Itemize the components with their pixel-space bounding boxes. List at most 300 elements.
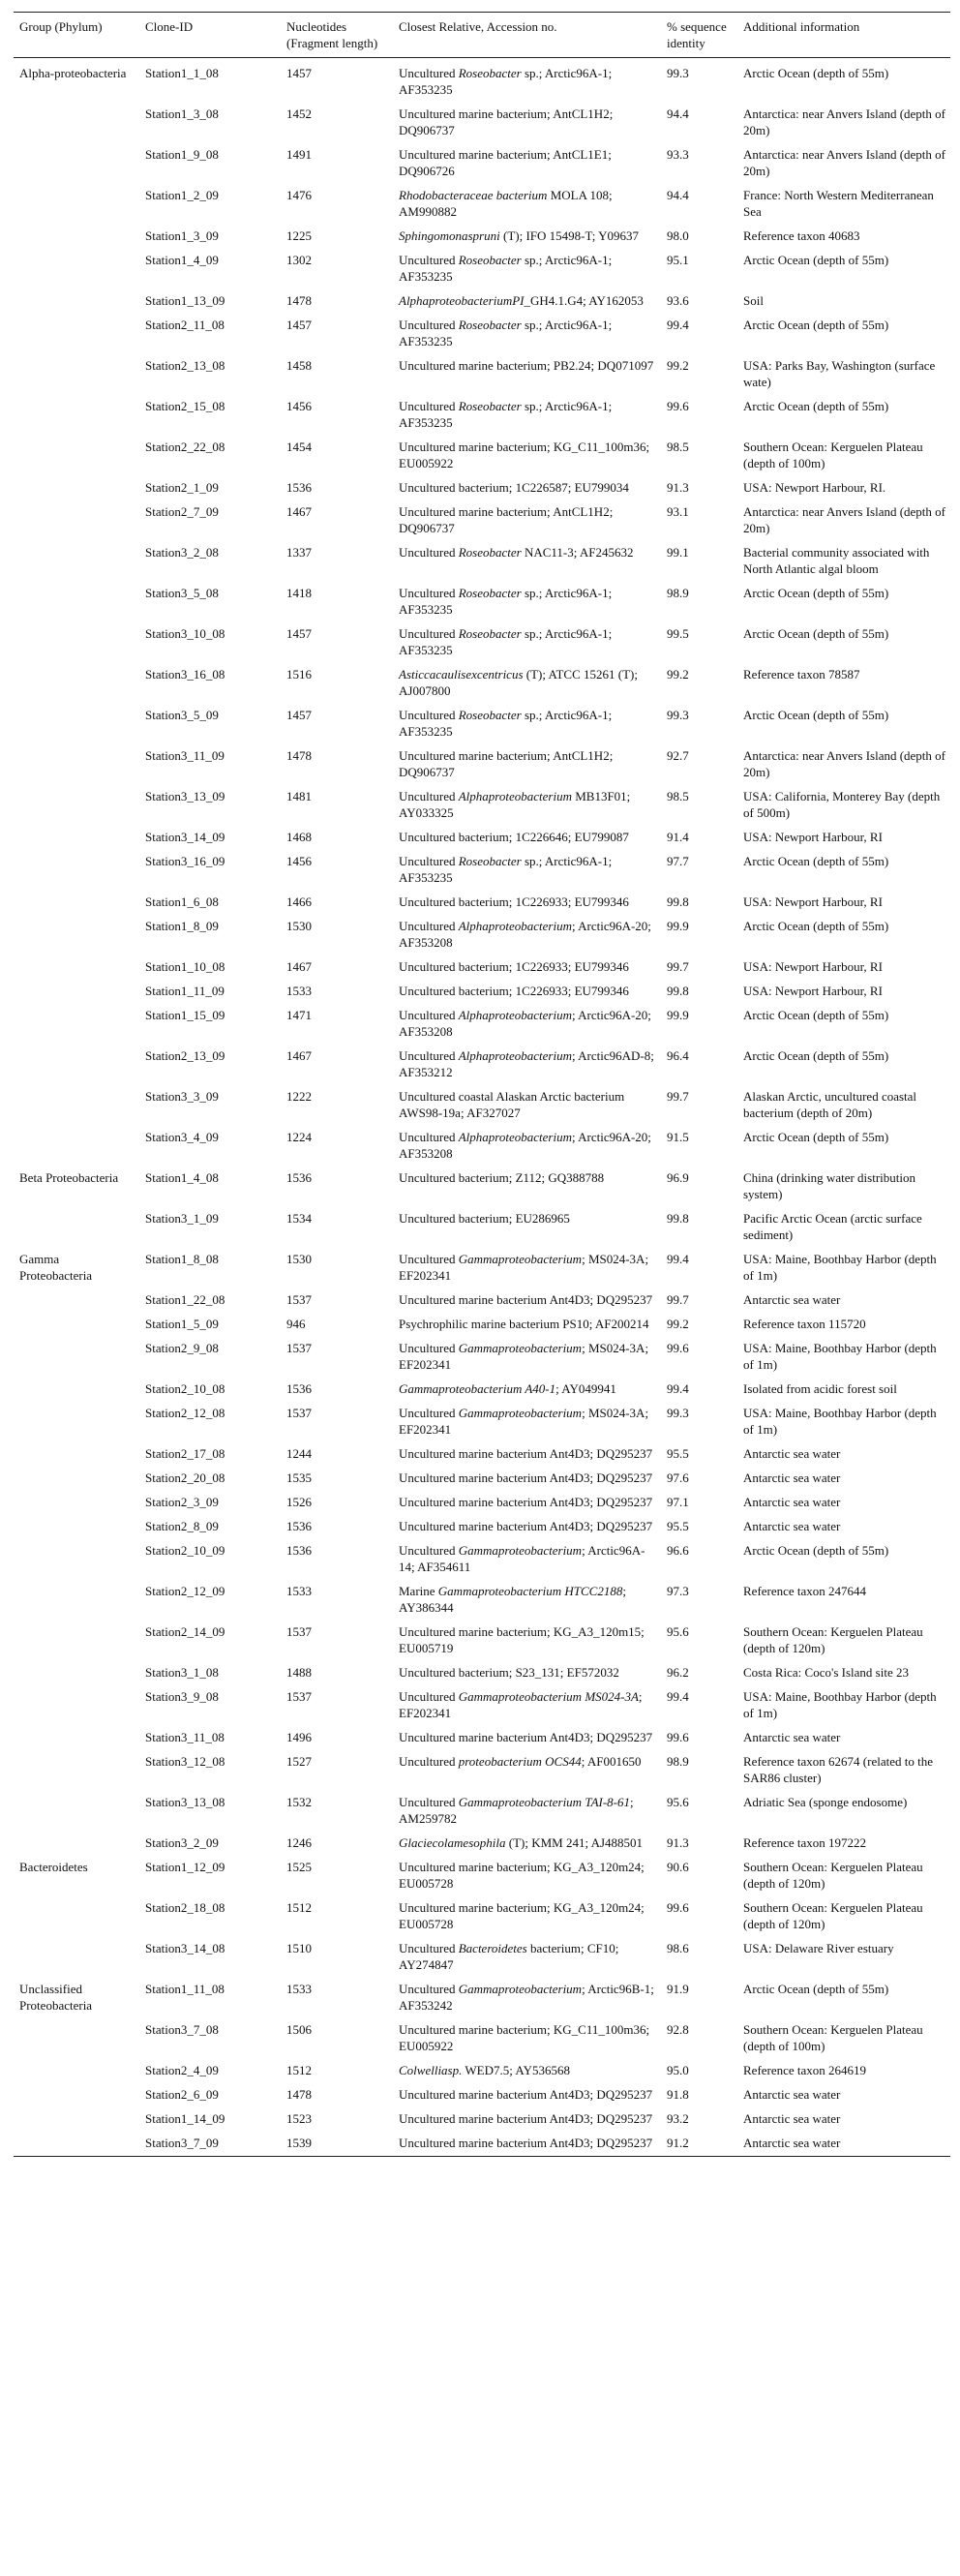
cell-additional-info: Arctic Ocean (depth of 55m) <box>743 1048 889 1063</box>
cell-group <box>14 292 139 317</box>
cell-clone-id: Station2_14_09 <box>145 1624 225 1639</box>
cell-group <box>14 2021 139 2062</box>
table-row <box>14 1834 950 1859</box>
cell-additional-info: Arctic Ocean (depth of 55m) <box>743 66 889 80</box>
cell-nucleotides: 1526 <box>286 1495 312 1509</box>
cell-identity: 91.4 <box>667 830 689 844</box>
cell-clone-id: Station2_13_08 <box>145 358 225 373</box>
table-row <box>14 503 950 544</box>
cell-clone-id: Station1_14_09 <box>145 2111 225 2126</box>
cell-additional-info: France: North Western Mediterranean Sea <box>743 188 934 219</box>
cell-identity: 94.4 <box>667 188 689 202</box>
cell-additional-info: Arctic Ocean (depth of 55m) <box>743 1982 889 1996</box>
cell-group <box>14 1794 139 1834</box>
cell-additional-info: USA: Maine, Boothbay Harbor (depth of 1m) <box>743 1406 937 1437</box>
cell-clone-id: Station2_18_08 <box>145 1900 225 1915</box>
table-row <box>14 1794 950 1834</box>
cell-nucleotides: 1302 <box>286 253 312 267</box>
table-row <box>14 1129 950 1169</box>
cell-clone-id: Station1_6_08 <box>145 894 219 909</box>
cell-clone-id: Station3_10_08 <box>145 626 225 641</box>
cell-nucleotides: 1533 <box>286 984 312 998</box>
cell-additional-info: Alaskan Arctic, uncultured coastal bacterium (depth of 20m) <box>743 1089 917 1120</box>
table-row <box>14 357 950 398</box>
cell-group <box>14 1729 139 1753</box>
cell-nucleotides: 1534 <box>286 1211 312 1226</box>
cell-closest-relative: Uncultured Alphaproteobacterium; Arctic96AD-8; AF353212 <box>399 1048 654 1079</box>
cell-closest-relative: Uncultured marine bacterium Ant4D3; DQ295237 <box>399 1292 653 1307</box>
cell-group <box>14 1494 139 1518</box>
cell-nucleotides: 1457 <box>286 708 312 722</box>
table-row <box>14 1445 950 1470</box>
cell-nucleotides: 1536 <box>286 1170 312 1185</box>
cell-additional-info: Antarctica: near Anvers Island (depth of 20m) <box>743 748 946 779</box>
cell-identity: 98.9 <box>667 586 689 600</box>
cell-additional-info: USA: California, Monterey Bay (depth of 500m) <box>743 789 941 820</box>
cell-group <box>14 1542 139 1583</box>
cell-clone-id: Station1_8_08 <box>145 1252 219 1266</box>
cell-identity: 99.3 <box>667 1406 689 1420</box>
cell-closest-relative: Uncultured marine bacterium Ant4D3; DQ295237 <box>399 1519 653 1533</box>
cell-clone-id: Station2_7_09 <box>145 504 219 519</box>
cell-nucleotides: 1467 <box>286 504 312 519</box>
cell-nucleotides: 1457 <box>286 318 312 332</box>
cell-closest-relative: Uncultured bacterium; 1C226933; EU799346 <box>399 984 629 998</box>
cell-identity: 99.8 <box>667 984 689 998</box>
cell-group <box>14 625 139 666</box>
cell-identity: 98.9 <box>667 1754 689 1769</box>
cell-group <box>14 747 139 788</box>
cell-additional-info: Arctic Ocean (depth of 55m) <box>743 318 889 332</box>
cell-nucleotides: 1530 <box>286 1252 312 1266</box>
cell-identity: 99.1 <box>667 545 689 560</box>
cell-additional-info: Antarctic sea water <box>743 2087 841 2102</box>
table-row <box>14 187 950 227</box>
table-row <box>14 1542 950 1583</box>
cell-closest-relative: Uncultured coastal Alaskan Arctic bacterium AWS98-19a; AF327027 <box>399 1089 625 1120</box>
cell-group <box>14 1210 139 1251</box>
table-row <box>14 788 950 829</box>
clone-table <box>14 12 950 2157</box>
table-row <box>14 1007 950 1047</box>
table-row <box>14 439 950 479</box>
cell-identity: 97.6 <box>667 1470 689 1485</box>
cell-clone-id: Station3_4_09 <box>145 1130 219 1144</box>
cell-nucleotides: 1535 <box>286 1470 312 1485</box>
cell-identity: 93.3 <box>667 147 689 162</box>
cell-nucleotides: 1467 <box>286 1048 312 1063</box>
cell-group: Beta Proteobacteria <box>19 1170 119 1185</box>
cell-identity: 95.1 <box>667 253 689 267</box>
cell-group <box>14 252 139 292</box>
cell-additional-info: USA: Maine, Boothbay Harbor (depth of 1m) <box>743 1252 937 1283</box>
cell-identity: 91.3 <box>667 1835 689 1850</box>
cell-additional-info: Reference taxon 40683 <box>743 228 860 243</box>
cell-identity: 91.3 <box>667 480 689 495</box>
table-row <box>14 58 950 106</box>
cell-nucleotides: 1454 <box>286 439 312 454</box>
cell-closest-relative: Sphingomonaspruni (T); IFO 15498-T; Y09637 <box>399 228 639 243</box>
cell-group <box>14 1753 139 1794</box>
cell-additional-info: Bacterial community associated with North Atlantic algal bloom <box>743 545 930 576</box>
cell-clone-id: Station1_3_09 <box>145 228 219 243</box>
cell-identity: 98.5 <box>667 789 689 803</box>
cell-closest-relative: Uncultured bacterium; Z112; GQ388788 <box>399 1170 605 1185</box>
cell-closest-relative: Uncultured marine bacterium Ant4D3; DQ295237 <box>399 2111 653 2126</box>
header-identity: % sequence identity <box>661 13 737 58</box>
cell-additional-info: Antarctic sea water <box>743 1470 841 1485</box>
cell-group <box>14 853 139 894</box>
cell-identity: 98.5 <box>667 439 689 454</box>
cell-nucleotides: 1536 <box>286 1381 312 1396</box>
cell-group <box>14 2110 139 2135</box>
cell-identity: 96.6 <box>667 1543 689 1558</box>
cell-nucleotides: 1523 <box>286 2111 312 2126</box>
cell-group <box>14 146 139 187</box>
cell-additional-info: USA: Newport Harbour, RI. <box>743 480 886 495</box>
cell-additional-info: Reference taxon 264619 <box>743 2063 867 2077</box>
cell-clone-id: Station2_4_09 <box>145 2063 219 2077</box>
cell-group <box>14 1291 139 1316</box>
cell-group: Unclassified Proteobacteria <box>19 1982 93 2013</box>
cell-group <box>14 479 139 503</box>
cell-nucleotides: 1491 <box>286 147 312 162</box>
cell-closest-relative: Uncultured marine bacterium Ant4D3; DQ295237 <box>393 2135 661 2157</box>
cell-additional-info: Antarctic sea water <box>737 2135 950 2157</box>
cell-nucleotides: 1481 <box>286 789 312 803</box>
cell-clone-id: Station1_11_08 <box>145 1982 225 1996</box>
cell-closest-relative: Uncultured marine bacterium; AntCL1H2; DQ906737 <box>399 106 614 137</box>
cell-closest-relative: Uncultured marine bacterium; KG_A3_120m15; EU005719 <box>399 1624 645 1655</box>
table-row <box>14 585 950 625</box>
header-additional-info: Additional information <box>737 13 950 58</box>
cell-identity: 99.7 <box>667 1089 689 1104</box>
table-row <box>14 1623 950 1664</box>
cell-clone-id: Station3_2_09 <box>145 1835 219 1850</box>
cell-identity: 99.7 <box>667 959 689 974</box>
cell-identity: 99.4 <box>667 1252 689 1266</box>
cell-group: Gamma Proteobacteria <box>19 1252 93 1283</box>
table-row <box>14 1210 950 1251</box>
cell-additional-info: Southern Ocean: Kerguelen Plateau (depth of 100m) <box>743 2022 923 2053</box>
cell-identity: 95.5 <box>667 1519 689 1533</box>
cell-identity: 99.9 <box>667 919 689 933</box>
table-row <box>14 227 950 252</box>
cell-clone-id: Station1_2_09 <box>145 188 219 202</box>
cell-group: Bacteroidetes <box>19 1860 88 1874</box>
cell-group <box>14 317 139 357</box>
cell-additional-info: Antarctic sea water <box>743 1292 841 1307</box>
cell-group <box>14 1380 139 1405</box>
table-row <box>14 1688 950 1729</box>
cell-group <box>14 1688 139 1729</box>
cell-additional-info: Antarctic sea water <box>743 1730 841 1744</box>
cell-clone-id: Station1_5_09 <box>145 1317 219 1331</box>
cell-closest-relative: Uncultured marine bacterium; KG_A3_120m24; EU005728 <box>399 1860 645 1891</box>
cell-closest-relative: Uncultured Roseobacter sp.; Arctic96A-1; AF353235 <box>399 318 613 349</box>
header-nucleotides: Nucleotides (Fragment length) <box>281 13 393 58</box>
cell-identity: 96.4 <box>667 1048 689 1063</box>
table-row <box>14 1340 950 1380</box>
cell-nucleotides: 1244 <box>286 1446 312 1461</box>
cell-closest-relative: Uncultured Gammaproteobacterium TAI-8-61; AM259782 <box>399 1795 634 1826</box>
cell-group <box>14 439 139 479</box>
cell-clone-id: Station2_9_08 <box>145 1341 219 1355</box>
header-closest-relative: Closest Relative, Accession no. <box>393 13 661 58</box>
cell-nucleotides: 1458 <box>286 358 312 373</box>
cell-additional-info: Antarctic sea water <box>743 2111 841 2126</box>
table-row <box>14 252 950 292</box>
cell-group <box>14 707 139 747</box>
cell-clone-id: Station3_16_08 <box>145 667 225 682</box>
cell-group <box>14 666 139 707</box>
table-row <box>14 707 950 747</box>
header-row <box>14 13 950 58</box>
table-row <box>14 894 950 918</box>
cell-clone-id: Station1_22_08 <box>145 1292 225 1307</box>
cell-identity: 96.2 <box>667 1665 689 1680</box>
cell-nucleotides: 1510 <box>286 1941 312 1955</box>
table-row <box>14 1981 950 2021</box>
cell-identity: 91.2 <box>661 2135 737 2157</box>
cell-identity: 98.0 <box>667 228 689 243</box>
cell-additional-info: Antarctic sea water <box>743 1495 841 1509</box>
cell-nucleotides: 1506 <box>286 2022 312 2037</box>
table-row <box>14 2135 950 2157</box>
cell-clone-id: Station2_1_09 <box>145 480 219 495</box>
cell-additional-info: Antarctic sea water <box>743 1519 841 1533</box>
cell-nucleotides: 1456 <box>286 854 312 868</box>
cell-additional-info: Costa Rica: Coco's Island site 23 <box>743 1665 909 1680</box>
table-row <box>14 958 950 983</box>
cell-clone-id: Station2_17_08 <box>145 1446 225 1461</box>
table-row <box>14 1291 950 1316</box>
cell-group <box>14 788 139 829</box>
cell-nucleotides: 1537 <box>286 1341 312 1355</box>
cell-group <box>14 983 139 1007</box>
cell-clone-id: Station3_16_09 <box>145 854 225 868</box>
cell-closest-relative: Uncultured marine bacterium; AntCL1E1; DQ906726 <box>399 147 612 178</box>
cell-identity: 99.2 <box>667 667 689 682</box>
cell-nucleotides: 946 <box>286 1317 306 1331</box>
cell-identity: 92.8 <box>667 2022 689 2037</box>
cell-nucleotides: 1478 <box>286 748 312 763</box>
cell-additional-info: Reference taxon 62674 (related to the SAR86 cluster) <box>743 1754 933 1785</box>
cell-group <box>14 1340 139 1380</box>
cell-closest-relative: Uncultured Gammaproteobacterium; MS024-3A; EF202341 <box>399 1406 649 1437</box>
cell-clone-id: Station3_14_08 <box>145 1941 225 1955</box>
cell-nucleotides: 1337 <box>286 545 312 560</box>
cell-identity: 97.1 <box>667 1495 689 1509</box>
cell-clone-id: Station3_14_09 <box>145 830 225 844</box>
cell-clone-id: Station3_1_08 <box>145 1665 219 1680</box>
cell-group <box>14 106 139 146</box>
cell-identity: 93.2 <box>667 2111 689 2126</box>
cell-group <box>14 1518 139 1542</box>
cell-additional-info: USA: Newport Harbour, RI <box>743 984 883 998</box>
cell-closest-relative: Uncultured marine bacterium; KG_C11_100m36; EU005922 <box>399 439 650 470</box>
cell-identity: 91.9 <box>667 1982 689 1996</box>
cell-nucleotides: 1532 <box>286 1795 312 1809</box>
cell-nucleotides: 1533 <box>286 1584 312 1598</box>
cell-nucleotides: 1476 <box>286 188 312 202</box>
cell-closest-relative: Uncultured Gammaproteobacterium; Arctic96B-1; AF353242 <box>399 1982 654 2013</box>
cell-identity: 99.5 <box>667 626 689 641</box>
cell-nucleotides: 1525 <box>286 1860 312 1874</box>
cell-additional-info: Arctic Ocean (depth of 55m) <box>743 626 889 641</box>
cell-identity: 99.9 <box>667 1008 689 1022</box>
cell-clone-id: Station2_15_08 <box>145 399 225 413</box>
cell-additional-info: Reference taxon 78587 <box>743 667 860 682</box>
cell-group <box>14 398 139 439</box>
cell-nucleotides: 1478 <box>286 293 312 308</box>
cell-identity: 99.6 <box>667 1730 689 1744</box>
cell-clone-id: Station3_1_09 <box>145 1211 219 1226</box>
table-row <box>14 1251 950 1291</box>
cell-clone-id: Station1_3_08 <box>145 106 219 121</box>
cell-nucleotides: 1456 <box>286 399 312 413</box>
cell-additional-info: Soil <box>743 293 764 308</box>
cell-closest-relative: Uncultured Roseobacter sp.; Arctic96A-1; AF353235 <box>399 708 613 739</box>
cell-group <box>14 1583 139 1623</box>
cell-group <box>14 357 139 398</box>
cell-group: Alpha-proteobacteria <box>19 66 127 80</box>
cell-nucleotides: 1496 <box>286 1730 312 1744</box>
cell-closest-relative: Uncultured marine bacterium; PB2.24; DQ071097 <box>399 358 654 373</box>
cell-group <box>14 829 139 853</box>
cell-group <box>14 894 139 918</box>
cell-clone-id: Station3_11_08 <box>145 1730 225 1744</box>
cell-closest-relative: Psychrophilic marine bacterium PS10; AF200214 <box>399 1317 649 1331</box>
cell-closest-relative: Uncultured Alphaproteobacterium; Arctic96A-20; AF353208 <box>399 919 651 950</box>
cell-closest-relative: Colwelliasp. WED7.5; AY536568 <box>399 2063 570 2077</box>
table-row <box>14 747 950 788</box>
table-row <box>14 1518 950 1542</box>
cell-nucleotides: 1512 <box>286 2063 312 2077</box>
cell-clone-id: Station1_12_09 <box>145 1860 225 1874</box>
cell-clone-id: Station1_9_08 <box>145 147 219 162</box>
cell-clone-id: Station3_13_08 <box>145 1795 225 1809</box>
cell-identity: 99.4 <box>667 1689 689 1704</box>
cell-closest-relative: Uncultured Roseobacter NAC11-3; AF245632 <box>399 545 634 560</box>
cell-clone-id: Station1_10_08 <box>145 959 225 974</box>
cell-nucleotides: 1516 <box>286 667 312 682</box>
table-row <box>14 1940 950 1981</box>
table-row <box>14 1316 950 1340</box>
cell-additional-info: Southern Ocean: Kerguelen Plateau (depth of 120m) <box>743 1860 923 1891</box>
cell-clone-id: Station1_8_09 <box>145 919 219 933</box>
cell-closest-relative: Uncultured proteobacterium OCS44; AF001650 <box>399 1754 642 1769</box>
cell-clone-id: Station3_7_08 <box>145 2022 219 2037</box>
cell-identity: 91.8 <box>667 2087 689 2102</box>
cell-clone-id: Station2_13_09 <box>145 1048 225 1063</box>
cell-additional-info: Isolated from acidic forest soil <box>743 1381 897 1396</box>
cell-closest-relative: Uncultured marine bacterium; AntCL1H2; DQ906737 <box>399 504 614 535</box>
cell-identity: 95.6 <box>667 1795 689 1809</box>
cell-clone-id: Station3_9_08 <box>145 1689 219 1704</box>
cell-group <box>14 187 139 227</box>
cell-nucleotides: 1457 <box>286 66 312 80</box>
table-row <box>14 292 950 317</box>
cell-clone-id: Station2_22_08 <box>145 439 225 454</box>
cell-nucleotides: 1536 <box>286 1543 312 1558</box>
table-row <box>14 106 950 146</box>
cell-nucleotides: 1457 <box>286 626 312 641</box>
cell-additional-info: Antarctica: near Anvers Island (depth of 20m) <box>743 106 946 137</box>
cell-clone-id: Station2_3_09 <box>145 1495 219 1509</box>
cell-additional-info: USA: Newport Harbour, RI <box>743 959 883 974</box>
header-clone-id: Clone-ID <box>139 13 281 58</box>
cell-clone-id: Station2_10_08 <box>145 1381 225 1396</box>
cell-additional-info: Arctic Ocean (depth of 55m) <box>743 1008 889 1022</box>
cell-closest-relative: Uncultured marine bacterium Ant4D3; DQ295237 <box>399 1470 653 1485</box>
cell-identity: 99.8 <box>667 1211 689 1226</box>
cell-additional-info: Arctic Ocean (depth of 55m) <box>743 708 889 722</box>
cell-identity: 96.9 <box>667 1170 689 1185</box>
cell-additional-info: Reference taxon 115720 <box>743 1317 866 1331</box>
cell-identity: 99.3 <box>667 66 689 80</box>
cell-nucleotides: 1537 <box>286 1406 312 1420</box>
cell-clone-id: Station2_12_08 <box>145 1406 225 1420</box>
cell-clone-id: Station1_15_09 <box>145 1008 225 1022</box>
cell-closest-relative: Gammaproteobacterium A40-1; AY049941 <box>399 1381 616 1396</box>
cell-group <box>14 1445 139 1470</box>
cell-identity: 99.6 <box>667 1900 689 1915</box>
cell-closest-relative: Uncultured marine bacterium Ant4D3; DQ295237 <box>399 1446 653 1461</box>
cell-identity: 93.6 <box>667 293 689 308</box>
cell-clone-id: Station3_7_09 <box>139 2135 281 2157</box>
cell-identity: 90.6 <box>667 1860 689 1874</box>
cell-group <box>14 227 139 252</box>
cell-closest-relative: AlphaproteobacteriumPI_GH4.1.G4; AY162053 <box>399 293 644 308</box>
cell-closest-relative: Uncultured bacterium; S23_131; EF572032 <box>399 1665 619 1680</box>
cell-group <box>14 958 139 983</box>
cell-identity: 97.7 <box>667 854 689 868</box>
cell-closest-relative: Uncultured Roseobacter sp.; Arctic96A-1; AF353235 <box>399 253 613 284</box>
cell-identity: 99.4 <box>667 318 689 332</box>
cell-closest-relative: Uncultured Roseobacter sp.; Arctic96A-1; AF353235 <box>399 854 613 885</box>
cell-nucleotides: 1222 <box>286 1089 312 1104</box>
cell-identity: 95.5 <box>667 1446 689 1461</box>
cell-identity: 99.3 <box>667 708 689 722</box>
cell-additional-info: USA: Newport Harbour, RI <box>743 830 883 844</box>
cell-closest-relative: Uncultured Gammaproteobacterium; MS024-3A; EF202341 <box>399 1252 649 1283</box>
table-row <box>14 2021 950 2062</box>
table-row <box>14 1169 950 1210</box>
table-row <box>14 1859 950 1899</box>
cell-closest-relative: Uncultured Gammaproteobacterium; Arctic96A-14; AF354611 <box>399 1543 645 1574</box>
cell-additional-info: Arctic Ocean (depth of 55m) <box>743 586 889 600</box>
cell-closest-relative: Glaciecolamesophila (T); KMM 241; AJ488501 <box>399 1835 644 1850</box>
cell-nucleotides: 1468 <box>286 830 312 844</box>
table-row <box>14 983 950 1007</box>
cell-closest-relative: Marine Gammaproteobacterium HTCC2188; AY386344 <box>399 1584 626 1615</box>
cell-group <box>14 1129 139 1169</box>
cell-closest-relative: Uncultured marine bacterium Ant4D3; DQ295237 <box>399 1495 653 1509</box>
table-row <box>14 853 950 894</box>
cell-clone-id: Station2_12_09 <box>145 1584 225 1598</box>
table-row <box>14 1088 950 1129</box>
cell-closest-relative: Uncultured Roseobacter sp.; Arctic96A-1; AF353235 <box>399 626 613 657</box>
cell-additional-info: USA: Delaware River estuary <box>743 1941 894 1955</box>
cell-additional-info: Southern Ocean: Kerguelen Plateau (depth of 120m) <box>743 1624 923 1655</box>
table-body <box>14 58 950 2157</box>
cell-group <box>14 1664 139 1688</box>
cell-nucleotides: 1537 <box>286 1624 312 1639</box>
cell-additional-info: Southern Ocean: Kerguelen Plateau (depth of 100m) <box>743 439 923 470</box>
cell-closest-relative: Uncultured marine bacterium Ant4D3; DQ295237 <box>399 1730 653 1744</box>
cell-closest-relative: Rhodobacteraceae bacterium MOLA 108; AM990882 <box>399 188 613 219</box>
